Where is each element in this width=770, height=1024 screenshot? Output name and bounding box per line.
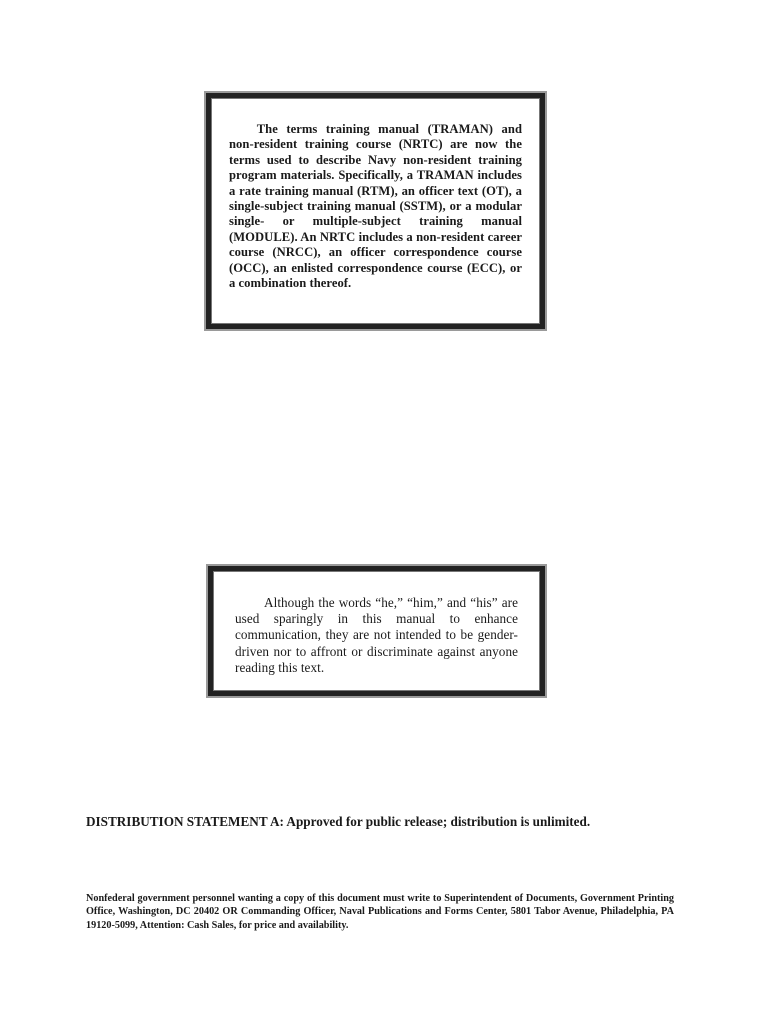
gender-notice-text: Although the words “he,” “him,” and “his” are used sparingly in this manual to enhance communication, they are not intended to be gender-driven nor to affront or discriminate against anyone reading this text. xyxy=(235,595,518,675)
distribution-statement: DISTRIBUTION STATEMENT A: Approved for public release; distribution is unlimited. xyxy=(86,814,591,829)
gender-notice-box xyxy=(208,566,545,696)
traman-notice-text: The terms training manual (TRAMAN) and non-resident training course (NRTC) are now the terms used to describe Navy non-resident training program materials. Specifically, a TRAMAN includes a rate training manual (RTM), an officer text (OT), a single-subject training manual (SSTM), or a modular single- or multiple-subject training manual (MODULE). An NRTC includes a non-resident career course (NRCC), an officer correspondence course (OCC), an enlisted correspondence course (ECC), or a combination thereof. xyxy=(229,122,522,291)
availability-notice: Nonfederal government personnel wanting a copy of this document must write to Superintendent of Documents, Government Printing Office, Washington, DC 20402 OR Commanding Officer, Naval Publications and Forms Center, 5801 Tabor Avenue, Philadelphia, PA 19120-5099, Attention: Cash Sales, for price and availability. xyxy=(86,893,674,931)
traman-notice-box xyxy=(206,93,545,329)
